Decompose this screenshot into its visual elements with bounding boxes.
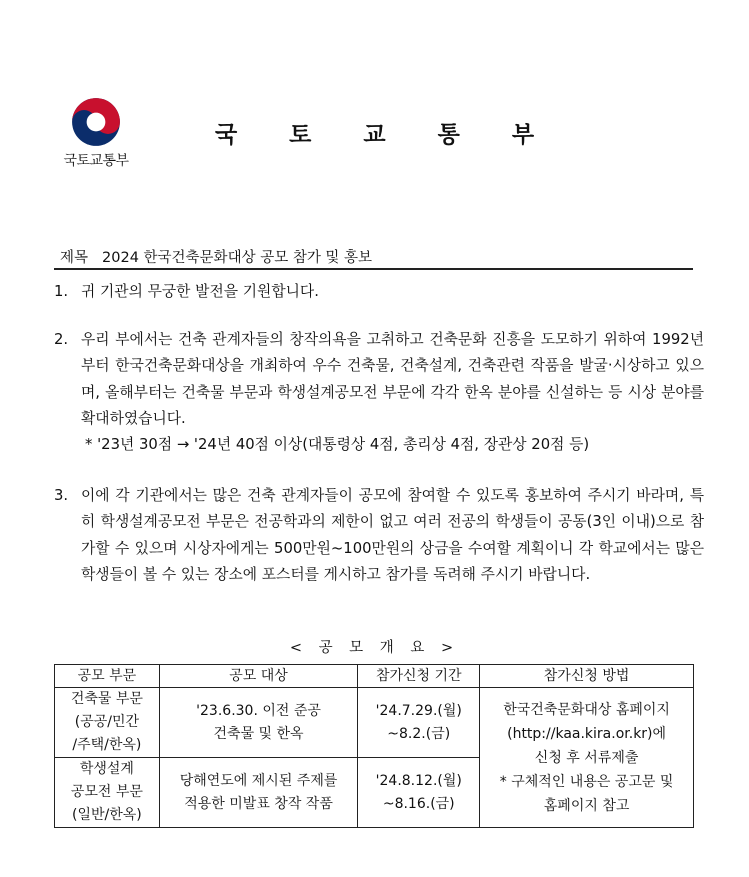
period-cell: [358, 758, 480, 828]
cell-line: 공모전 부문: [70, 784, 143, 800]
table-row: [55, 688, 694, 758]
paragraph-1: [54, 279, 704, 305]
cell-line: /주택/한옥): [72, 737, 142, 753]
paragraph-text: 귀 기관의 무궁한 발전을 기원합니다.: [81, 283, 319, 300]
subject-label: 제목: [60, 250, 89, 266]
paragraph-2: [54, 327, 704, 458]
cell-line: 한국건축문화대상 홈페이지: [503, 701, 670, 718]
award-note: * '23년 30점 → '24년 40점 이상(대통령상 4점, 총리상 4점, 장관상 20점 등): [85, 436, 590, 454]
cell-line: 건축물 부문: [70, 691, 143, 707]
cell-line: * 구체적인 내용은 공고문 및: [499, 773, 674, 790]
cell-line: 적용한 미발표 창작 작품: [184, 795, 333, 812]
cell-line: '24.7.29.(월): [375, 702, 462, 719]
paragraph-text: 이에 각 기관에서는 많은 건축 관계자들이 공모에 참여할 수 있도록 홍보하여 주시기 바라며, 특히 학생설계공모전 부문은 전공학과의 제한이 없고 여러 전공의 학생들이 공동(3인 이내)으로 참가할 수 있으며 시상자에게는 500만원~100만원의 상금을 수여할 계획이니 각 학교에서는 많은 학생들이 볼 수 있는 장소에 포스터를 게시하고 참가를 독려해 주시기 바랍니다.: [81, 487, 704, 583]
cell-line: (일반/한옥): [72, 807, 142, 823]
method-cell: [480, 688, 694, 828]
division-cell: [55, 758, 160, 828]
cell-line: ~8.16.(금): [382, 795, 455, 812]
ministry-title: 국 토 교 통 부: [214, 122, 557, 148]
cell-line: 홈페이지 참고: [543, 797, 630, 814]
target-cell: [159, 758, 358, 828]
cell-line: 건축물 및 한옥: [213, 725, 304, 742]
logo-text: 국토교통부: [63, 153, 129, 169]
table-header-row: [55, 665, 694, 688]
header-method: 참가신청 방법: [480, 665, 694, 688]
header-target: 공모 대상: [159, 665, 358, 688]
subject-line: [54, 246, 693, 270]
paragraph-3: [54, 483, 704, 588]
division-cell: [55, 688, 160, 758]
competition-overview-table: [54, 664, 694, 828]
cell-line: '24.8.12.(월): [375, 772, 462, 789]
cell-line: 신청 후 서류제출: [534, 749, 639, 766]
target-cell: [159, 688, 358, 758]
paragraph-number: 2.: [54, 331, 69, 348]
period-cell: [358, 688, 480, 758]
cell-line: 당해연도에 제시된 주제를: [179, 772, 338, 789]
paragraph-number: 1.: [54, 283, 69, 300]
paragraph-text: 우리 부에서는 건축 관계자들의 창작의욕을 고취하고 건축문화 진흥을 도모하기 위하여 1992년부터 한국건축문화대상을 개최하여 우수 건축물, 건축설계, 건축관련 작품을 발굴·시상하고 있으며, 올해부터는 건축물 부문과 학생설계공모전 부문에 각각 한옥 분야를 신설하는 등 시상 분야를 확대하였습니다.: [81, 331, 704, 427]
cell-line: ~8.2.(금): [387, 725, 451, 742]
header-period: 참가신청 기간: [358, 665, 480, 688]
header-division: 공모 부문: [55, 665, 160, 688]
cell-line: 학생설계: [79, 761, 134, 777]
table-title: < 공 모 개 요 >: [289, 640, 460, 656]
cell-line: (공공/민간: [74, 714, 140, 730]
paragraph-number: 3.: [54, 487, 69, 504]
cell-line: '23.6.30. 이전 준공: [196, 702, 321, 719]
cell-line: (http://kaa.kira.or.kr)에: [507, 725, 667, 742]
subject-text: 2024 한국건축문화대상 공모 참가 및 홍보: [102, 250, 373, 266]
